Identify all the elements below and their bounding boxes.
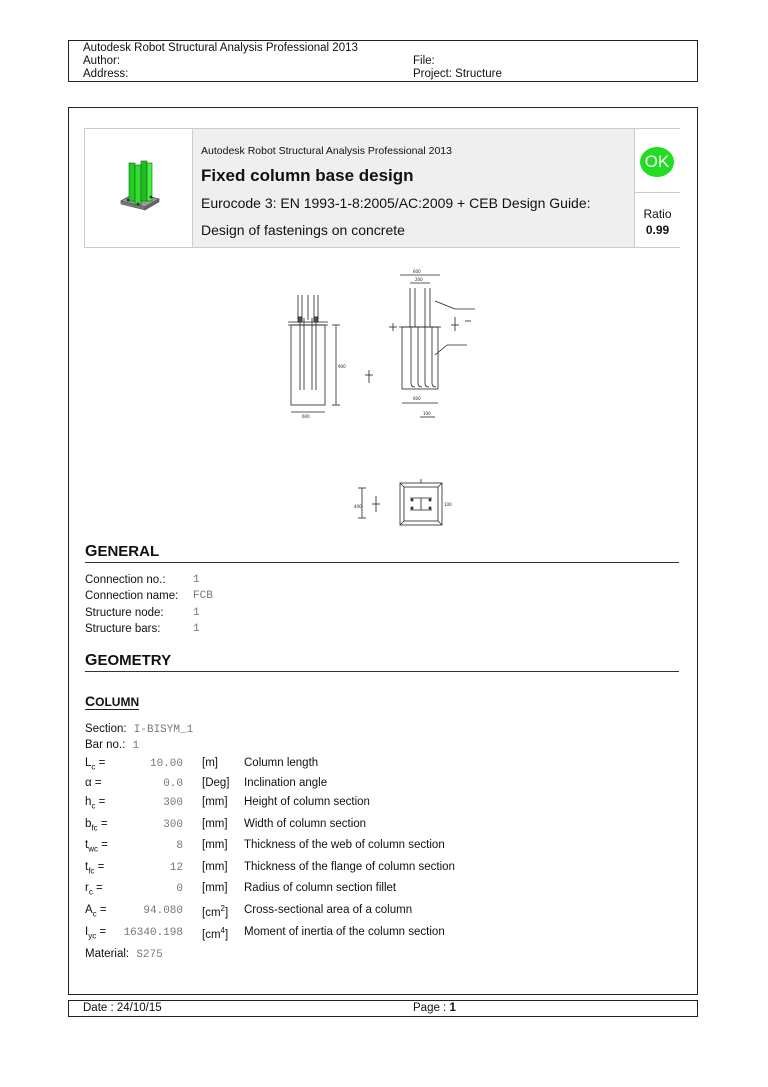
title-block [84,128,680,248]
param-row-lc: $L_c$ = 10.00 [m] Column length [85,757,319,772]
page-header [68,40,698,82]
section-value: I-BISYM_1 [133,724,194,736]
header-file: File: [413,55,435,67]
title-program: Autodesk Robot Structural Analysis Professional 2013 [201,145,452,157]
subsection-column-heading: COLUMN [85,693,140,709]
column-base-icon [85,129,193,247]
ratio-value: 0.99 [645,223,670,237]
dim-inner-side: 200 [415,277,423,282]
header-author: Author: [83,55,121,67]
dim-plan-side: 100 [444,502,452,507]
design-code: Eurocode 3: EN 1993-1-8:2005/AC:2009 + CEB Design Guide: [201,195,591,211]
structure-bars-value: 1 [193,623,200,635]
connection-no-row: Connection no.: 1 [85,574,200,586]
front-elevation-drawing [280,290,360,425]
dim-height-front: 900 [338,364,346,369]
section-row: Section: I-BISYM_1 [85,723,194,736]
dim-plan: 400 [354,504,362,509]
page-title: Fixed column base design [201,166,414,185]
design-guide: Design of fastenings on concrete [201,222,405,238]
section-general-heading: GENERAL [85,543,679,563]
dim-width-front: 600 [302,414,310,419]
structure-node-value: 1 [193,607,200,619]
status-badge: OK [640,147,674,177]
page-number: 1 [449,1002,456,1014]
connection-name-value: FCB [193,590,213,602]
ratio-cell [635,193,680,247]
structure-node-row: Structure node: 1 [85,607,200,619]
bar-no-row: Bar no.: 1 [85,739,140,752]
title-text-cell [193,129,635,247]
material-value: S275 [136,949,163,961]
connection-no-value: 1 [193,574,200,586]
dim-top-side: 600 [413,269,421,274]
bar-no-value: 1 [132,740,140,752]
param-row-alpha: α = 0.0 [Deg] Inclination angle [85,777,328,790]
dim-bottom-side: 600 [413,396,421,401]
dim-anchor-side: 100 [423,411,431,416]
param-row-tfc: $t_{fc}$ = 12 [mm] Thickness of the flange of column section [85,861,455,876]
status-cell [635,129,680,193]
param-row-bfc: $b_{fc}$ = 300 [mm] Width of column section [85,818,367,833]
param-row-hc: $h_c$ = 300 [mm] Height of column section [85,796,370,811]
section-geometry-heading: GEOMETRY [85,652,679,672]
header-project: Project: Structure [413,68,502,80]
param-row-iyc: $I_{yc}$ = 16340.198 $[cm^4]$ Moment of inertia of the column section [85,926,445,941]
param-row-rc: $r_c$ = 0 [mm] Radius of column section fillet [85,882,397,897]
header-program: Autodesk Robot Structural Analysis Professional 2013 [83,42,358,54]
structure-bars-row: Structure bars: 1 [85,623,200,635]
ratio-label: Ratio [643,207,672,221]
side-elevation-drawing [355,265,495,430]
page-footer [68,1000,698,1017]
plan-view-drawing [350,478,460,528]
param-row-twc: $t_{wc}$ = 8 [mm] Thickness of the web of column section [85,839,445,854]
column-base-3d-icon [85,129,193,247]
footer-date: Date : 24/10/15 [83,1002,162,1014]
header-address: Address: [83,68,129,80]
connection-name-row: Connection name: FCB [85,590,213,602]
material-row: Material: S275 [85,948,163,961]
footer-page: Page : 1 [413,1002,456,1014]
param-row-ac: $A_c$ = 94.080 $[cm^2]$ Cross-sectional area of a column [85,904,413,919]
